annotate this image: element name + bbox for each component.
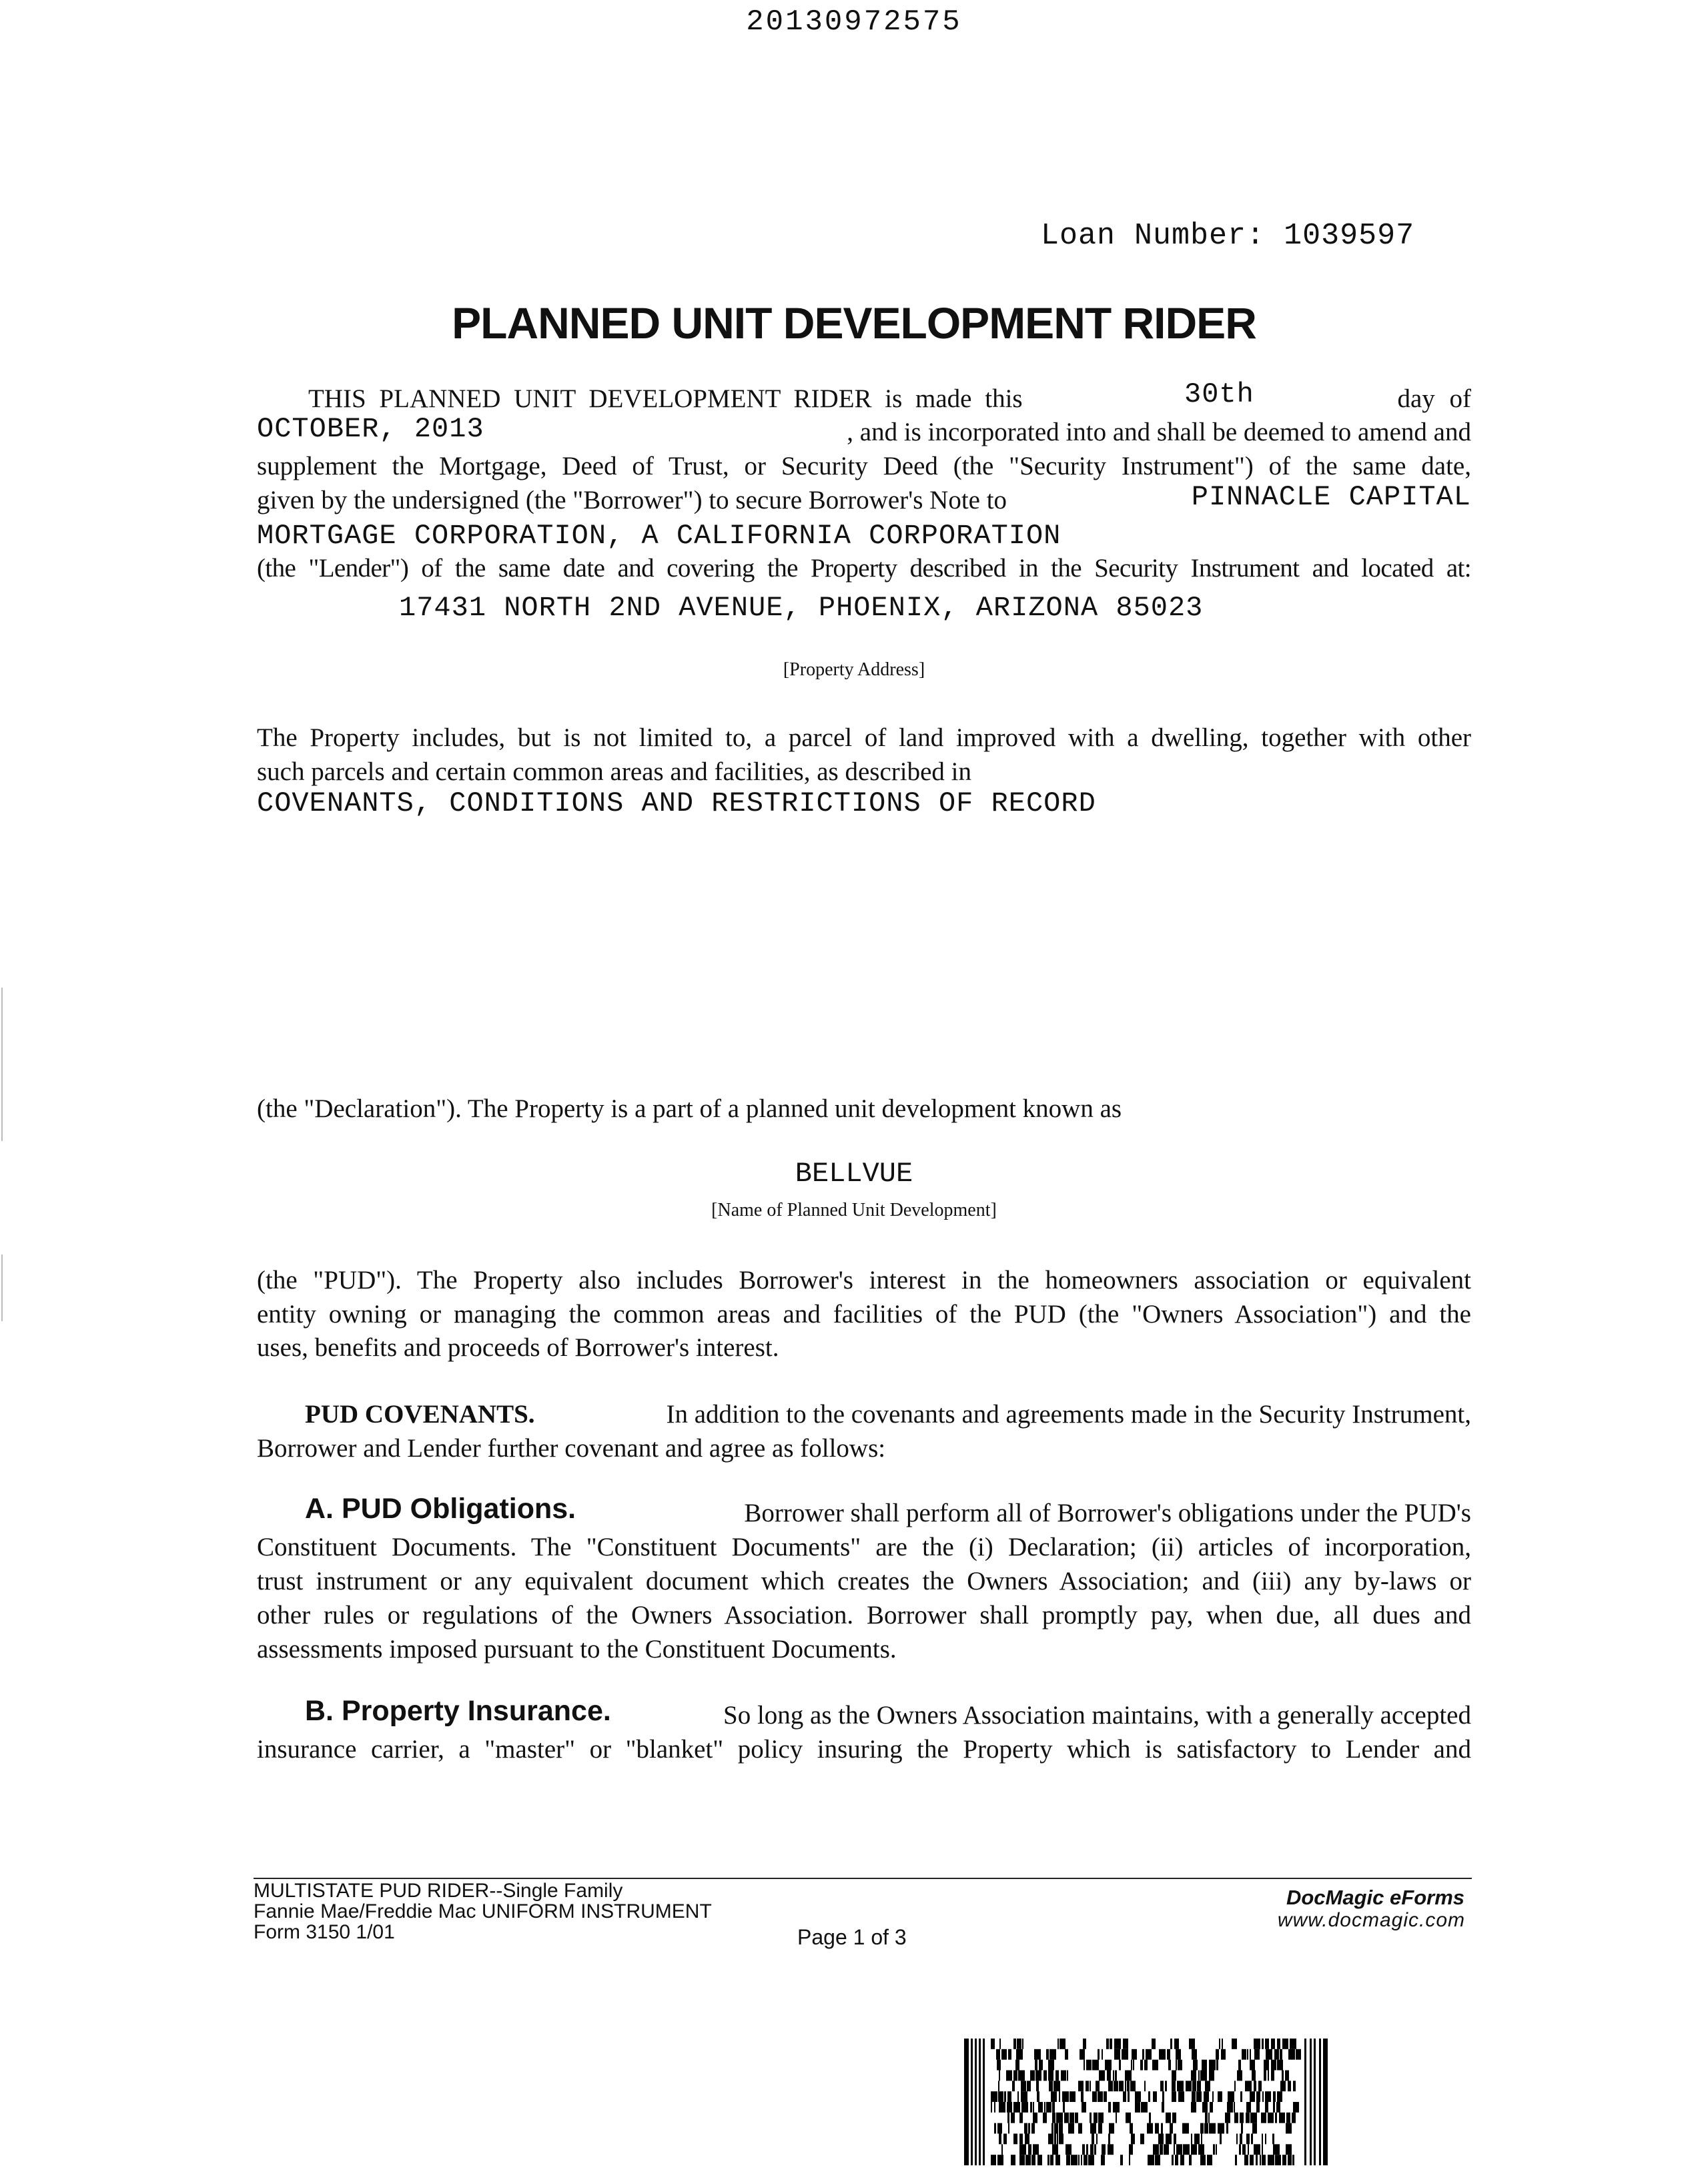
intro-line-5 [257, 518, 1471, 553]
section-a-heading: A. PUD Obligations. [305, 1493, 576, 1525]
property-line-1: The Property includes, but is not limited to, a parcel of land improved with a dwelling, together with other [257, 723, 1471, 752]
day-of-text: day of [1397, 384, 1471, 413]
intro-text-d: given by the undersigned (the "Borrower") to secure Borrower's Note to [257, 486, 1007, 514]
intro-line-4 [257, 483, 1471, 517]
loan-number-line [1041, 219, 1414, 253]
intro-line-6: (the "Lender") of the same date and covering the Property described in the Security Instrument and located at: [257, 554, 1471, 583]
rider-day: 30th [1184, 378, 1254, 410]
section-b-heading: B. Property Insurance. [305, 1695, 611, 1727]
footer-brand: DocMagic eForms [1286, 1886, 1464, 1909]
intro-text-a: THIS PLANNED UNIT DEVELOPMENT RIDER is made this [308, 384, 1023, 413]
pud-line-3: uses, benefits and proceeds of Borrower's interest. [257, 1333, 779, 1362]
pud-line-2: entity owning or managing the common areas and facilities of the PUD (the "Owners Association") and the [257, 1300, 1471, 1329]
declaration-line: (the "Declaration"). The Property is a part of a planned unit development known as [257, 1094, 1122, 1123]
intro-line-3: supplement the Mortgage, Deed of Trust, or Security Deed (the "Security Instrument") of the same date, [257, 452, 1471, 480]
scan-mark [1, 1254, 3, 1321]
covenants-line-2: Borrower and Lender further covenant and agree as follows: [257, 1434, 886, 1463]
footer-page-number: Page 1 of 3 [797, 1925, 907, 1949]
footer-form-number: Form 3150 1/01 [254, 1921, 395, 1943]
loan-number-label: Loan Number: [1041, 219, 1266, 253]
declaration-document: COVENANTS, CONDITIONS AND RESTRICTIONS OF RECORD [257, 787, 1096, 819]
section-b-text-1: So long as the Owners Association maintains, with a generally accepted [723, 1701, 1471, 1730]
footer-form-title: MULTISTATE PUD RIDER--Single Family [254, 1880, 623, 1902]
section-b-line-2: insurance carrier, a "master" or "blanket" policy insuring the Property which is satisfactory to Lender and [257, 1735, 1471, 1764]
section-a-line-2: Constituent Documents. The "Constituent Documents" are the (i) Declaration; (ii) articles of incorporation, [257, 1533, 1471, 1561]
pud-line-1: (the "PUD"). The Property also includes Borrower's interest in the homeowners association or equivalent [257, 1266, 1471, 1295]
page-title: PLANNED UNIT DEVELOPMENT RIDER [452, 298, 1256, 348]
intro-text-b: , and is incorporated into and shall be deemed to amend and [847, 418, 1471, 446]
section-a-line-4: other rules or regulations of the Owners Association. Borrower shall promptly pay, when due, all dues and [257, 1601, 1471, 1629]
property-address: 17431 NORTH 2ND AVENUE, PHOENIX, ARIZONA 85023 [399, 592, 1204, 624]
recording-number: 20130972575 [746, 5, 962, 39]
section-a-line-5: assessments imposed pursuant to the Constituent Documents. [257, 1635, 897, 1664]
loan-number: 1039597 [1284, 219, 1415, 253]
footer-rule [254, 1878, 1472, 1879]
pud-name-caption: [Name of Planned Unit Development] [711, 1200, 997, 1220]
footer-url: www.docmagic.com [1277, 1909, 1465, 1931]
covenants-text-a: In addition to the covenants and agreements made in the Security Instrument, [666, 1400, 1471, 1429]
section-a-line-3: trust instrument or any equivalent document which creates the Owners Association; and (iii) any by-laws or [257, 1567, 1471, 1595]
scan-mark [1, 988, 3, 1141]
rider-month-year: OCTOBER, 2013 [257, 413, 484, 445]
barcode-image [964, 2039, 1328, 2165]
footer-instrument: Fannie Mae/Freddie Mac UNIFORM INSTRUMENT [254, 1900, 712, 1922]
section-a-text-1: Borrower shall perform all of Borrower's obligations under the PUD's [744, 1499, 1471, 1527]
lender-name-2: MORTGAGE CORPORATION, A CALIFORNIA CORPORATION [257, 520, 1061, 552]
lender-name-1: PINNACLE CAPITAL [1191, 481, 1471, 513]
property-line-2: such parcels and certain common areas and facilities, as described in [257, 757, 971, 786]
property-address-caption: [Property Address] [783, 659, 925, 680]
covenants-heading: PUD COVENANTS. [305, 1400, 535, 1429]
pud-name: BELLVUE [795, 1158, 913, 1190]
